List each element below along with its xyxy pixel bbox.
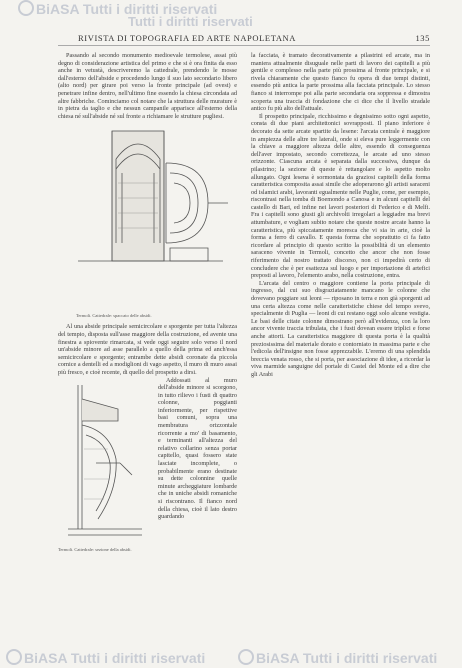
paragraph: Il prospetto principale, ricchissimo e degnissimo sotto ogni aspetto, consta di due piani architettonici sovrapposti. Il piano inferiore è decorato da sette arcate spartite da lesene: l'arcata centrale è maggiore in ampiezza delle altre tre laterali, onde si eleva pure leggermente con la chiave a maggiore altezza delle altre, essendo di conseguenza dell'aver impostato, secondo correttezza, le arcate ad uno stesso orizzonte. Ciascuna arcata è separata dalla successiva, dunque da pilastrino; la sezione di queste è rettangolare e lo aspetto molto allungato. Ogni lesena è sormontata da graziosi capitelli della forma caratteristica composita assai simile che adoperarono gli artisti saraceni od islamici arabi, lavoranti egualmente nelle Puglie, come, per esempio, riscontrasi nella tomba di Boemondo a Canosa e in alcuni capitelli del castello di Bari, ed infine nei lavori posteriori di Federico e di Melfi. Fra i capitelli sono giusti gli archivolti irregolari a leggiadre ma brevi attumbature, e vogliam subito notare che queste nostre arcate hanno la caratteristica, più spiccatamente moresca che vi sia in arte, cioè la forma a ferro di cavallo. E questa forma che soprattutto ci fa fatto ricordare al principio di questo scritto la possibilità di un elemento saraceno vivente in Termoli, concetto che ancor che non fosse riferimento dal nostro trattato discorso, non ci impedirà certo di concludere che è per esattezza sul luogo e per importazione di artefici preposti al lavoro, l'elemento arabo, nella costruzione, entra. [251, 112, 430, 280]
figure-caption: Termoli. Cattedrale: spaccato delle absidi. [76, 312, 152, 318]
watermark-text-1: BiASA Tutti i diritti riservati [36, 1, 218, 17]
apse-drawing [58, 123, 237, 319]
section-drawing [58, 379, 152, 544]
paragraph: la facciata, è tramato decorativamente a pilastrini ed arcate, ma in maniera attualmente disuguale nelle parti di lavoro dei capitelli a più gentile e complesso nella parte più prossima al fronte principale, e si rivela chiaramente che questo fianco fu opera di due tempi distinti, essendo più antica la parte prossima alla facciata principale. Lo stesso fianco si interrompe poi alla parte secondaria ora soppressa e dimostra scoperta una traccia di fondazione che ci dice che il livello stradale antico fu più alto dell'attuale. [251, 52, 430, 113]
paragraph: L'arcata del centro o maggiore contiene la porta principale di ingresso, dal cui suo disgraziatamente mancano le colonne che dovevano poggiare sui leoni — riposano in terra e non già sporgenti ad una certa altezza come nelle caratteristiche chiese del tempo svevo, specialmente di Puglia — leoni di cui restano oggi solo alcune vestigia. Le basi delle citate colonne dimostrano però all'evidenza, con la loro ancor vivente traccia tribulata, che i fusti dovean essere triplici e forse anche attorti. La caratteristica maggiore di questa porta è la qualità preziosissima del materiale dorato e contorniato in massima parte e che l'edicola dell'insigne non fosse apprezzabile. L'eremo di una splendida breccia venata rosso, che si porta, per associazione di idee, a ricordar la viva marmide sanguigne del portale di Castel del Monte ed a dire che gli Arabi [251, 279, 430, 378]
watermark-top [0, 0, 462, 32]
figure-apse-plan [58, 123, 237, 319]
watermark-text-4: BiASA Tutti i diritti riservati [256, 650, 438, 666]
paragraph: Passando al secondo monumento medioevale termolese, assai più degno di considerazione artistica del primo e che si è ora finita da esso anche in vetustà, descriveremo la cattedrale, prendendo le mosse dall'esterno dell'abside e procedendo lungo il suo lato secondario libero (alto nord) per girare poi verso la fronte principale (ad ovest) e penetrare infine dentro, nell'ultimo fine essendo la chiesa circondata ad altre fabbriche. Cominciamo col notare che la struttura delle murature è in pietra da taglio e che nessun campanile apparisce all'esterno della chiesa né sull'abside né sul fronte a richiamare le strutture pugliesi. [58, 52, 237, 120]
paragraph: Al una abside principale semicircolare e sporgente per tutta l'altezza del tempio, disposta sull'asse maggiore della costruzione, ed avente una finestra a spiovente rimarcata, si vede oggi seguire solo verso il nord un'abside minore ad asse parallelo a quello della prima ed anch'essa semicircolare e sporgente; entrambe dette absidi coronate da piccola cornice a dentelli ed a modiglioni di vago aspetto, il muro di muro assai più fresco, e cioè recente, di quello del prospetto a dirsi. [58, 323, 237, 376]
paragraph: Addossati al muro dell'abside minore si scorgono, in tutto rilievo i fusti di quattro colonne, poggianti inferiormente, per rispettive basi comuni, sopra una membratura orizzontale ricorrente a mo' di basamento, e terminanti all'altezza del relativo collarino senza portar capitello, quasi fossero state lasciate incomplete, o probabilmente erano destinate su dette colonnine quelle minute archeggiature lombarde che in uniche absidi romaniche si riscontrano. Il fianco nord della chiesa, cioè il lato destro guardando [158, 376, 237, 521]
copyright-icon [6, 649, 22, 665]
left-column [58, 52, 237, 642]
page-header [58, 33, 430, 46]
page-number: 135 [415, 33, 430, 43]
figure-apse-section [58, 379, 152, 554]
copyright-icon [238, 649, 254, 665]
copyright-icon [18, 0, 34, 16]
watermark-bottom [0, 646, 462, 668]
watermark-text-3: BiASA Tutti i diritti riservati [24, 650, 206, 666]
right-column [251, 52, 430, 642]
running-title: RIVISTA DI TOPOGRAFIA ED ARTE NAPOLETANA [78, 33, 297, 43]
figure-caption: Termoli. Cattedrale: sezione della absidi. [58, 546, 132, 552]
watermark-text-2: Tutti i diritti riservati [128, 14, 253, 29]
